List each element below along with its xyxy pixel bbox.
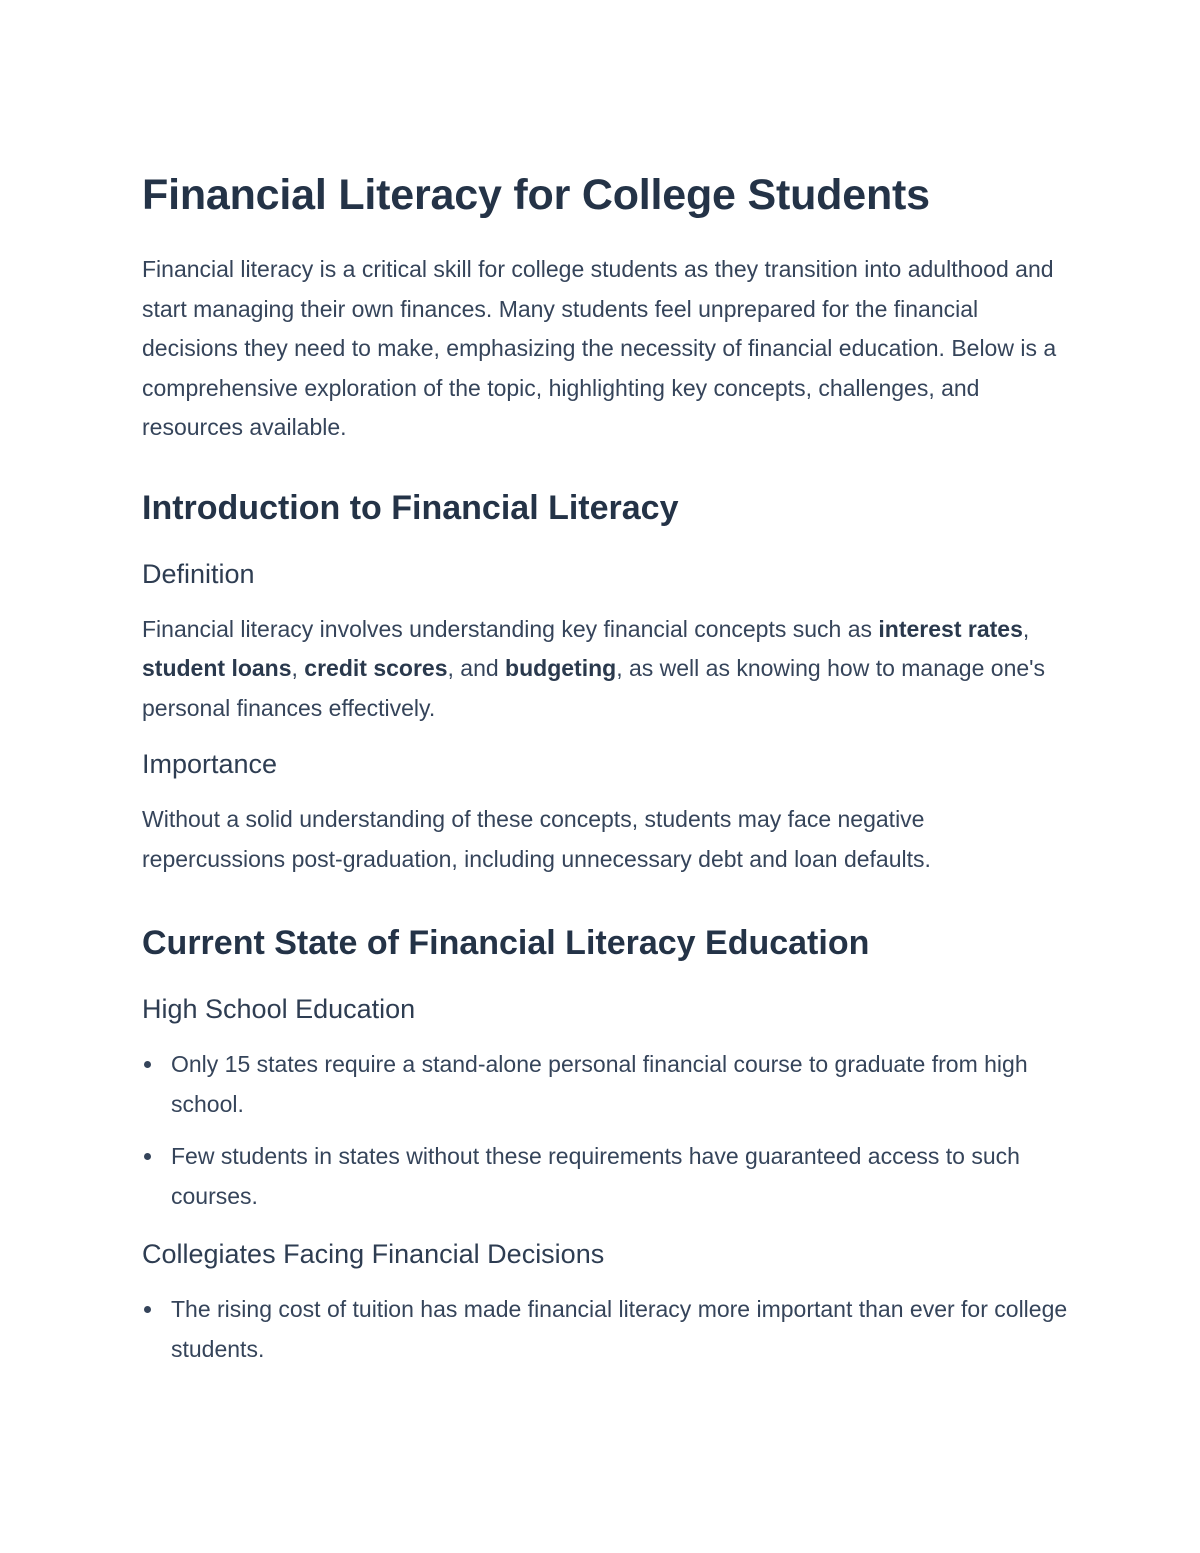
term-credit-scores: credit scores — [304, 655, 448, 681]
definition-text-end: , as well as knowing how to manage one's personal finances effectively. — [142, 655, 1046, 721]
document-page — [142, 160, 1072, 1369]
document-title: Financial Literacy for College Students — [142, 171, 930, 219]
list-item: Only 15 states require a stand-alone personal financial course to graduate from high school. — [142, 1045, 1072, 1124]
list-item: Few students in states without these requirements have guaranteed access to such courses. — [142, 1137, 1072, 1216]
section-heading-current-state: Current State of Financial Literacy Education — [142, 924, 870, 962]
definition-separator: , and — [447, 655, 506, 681]
subheading-high-school-education: High School Education — [142, 994, 416, 1024]
subheading-definition: Definition — [142, 558, 255, 589]
subheading-importance: Importance — [142, 749, 278, 779]
definition-separator: , — [291, 655, 305, 681]
intro-paragraph: Financial literacy is a critical skill for college students as they transition into adulthood and start managing their own finances. Many students feel unprepared for the financial decisions they need to make, emphasizing the necessity of financial education. Below is a comprehensive exploration of the topic, highlighting key concepts, challenges, and resources available. — [142, 256, 1057, 440]
definition-separator: , — [1022, 615, 1030, 642]
collegiates-list — [142, 1290, 1072, 1369]
term-interest-rates: interest rates — [878, 615, 1023, 642]
term-budgeting: budgeting — [505, 655, 617, 681]
high-school-list — [142, 1045, 1072, 1216]
importance-paragraph: Without a solid understanding of these concepts, students may face negative repercussions post-graduation, including unnecessary debt and loan defaults. — [142, 806, 931, 872]
list-item: The rising cost of tuition has made financial literacy more important than ever for college students. — [142, 1290, 1072, 1369]
definition-text-start: Financial literacy involves understanding key financial concepts such as — [142, 615, 879, 642]
term-student-loans: student loans — [142, 655, 292, 681]
section-heading-introduction: Introduction to Financial Literacy — [142, 488, 679, 527]
subheading-collegiates: Collegiates Facing Financial Decisions — [142, 1239, 605, 1269]
definition-paragraph — [142, 610, 1072, 729]
